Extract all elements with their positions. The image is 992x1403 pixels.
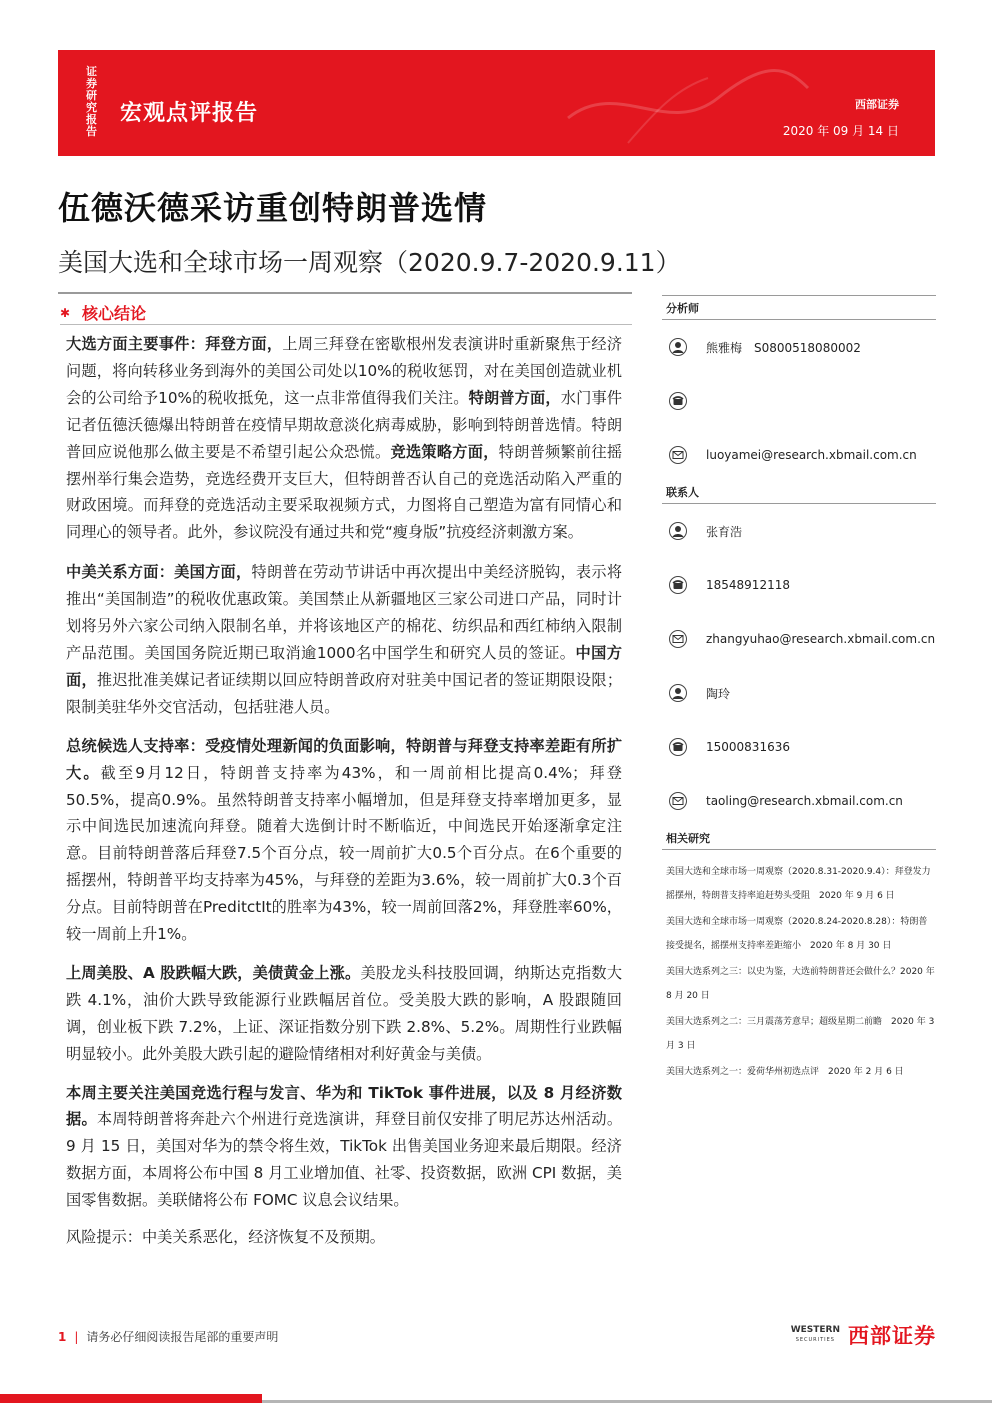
contact-name: 张育浩 <box>706 524 743 539</box>
paragraph-election-events <box>66 331 622 546</box>
main-content <box>66 331 622 1268</box>
section-label: 核心结论 <box>82 304 147 323</box>
paragraph-week-ahead <box>66 1080 622 1215</box>
related-research-item[interactable]: 美国大选系列之一：爱荷华州初选点评 2020 年 2 月 6 日 <box>666 1067 904 1077</box>
paragraph-lead: 总统候选人支持率：受疫情处理新闻的负面影响，特朗普与拜登支持率差距有所扩大。 <box>66 736 622 782</box>
logo-chinese: 西部证券 <box>848 1324 936 1348</box>
logo-english-sub: SECURITIES <box>795 1337 835 1343</box>
contact-email-row <box>662 612 936 666</box>
divider <box>58 292 632 294</box>
footer-separator: | <box>74 1330 79 1344</box>
brand-swoosh-icon <box>558 58 818 148</box>
footer-accent-bar <box>0 1394 262 1403</box>
vertical-tag: 证券研究报告 <box>86 65 97 138</box>
paragraph-lead: 中美关系方面：美国方面， <box>66 563 252 582</box>
paragraph-lead: 上周美股、A 股跌幅大跌，美债黄金上涨。 <box>66 963 361 982</box>
phone-icon <box>668 391 688 411</box>
logo-english <box>791 1325 840 1345</box>
person-icon <box>668 521 688 541</box>
phone-icon <box>668 575 688 595</box>
report-subtitle: 美国大选和全球市场一周观察（2020.9.7-2020.9.11） <box>58 248 681 277</box>
paragraph-body: 特朗普在劳动节讲话中再次提出中美经济脱钩，表示将推出“美国制造”的税收优惠政策。美国禁止从新疆地区三家公司进口产品，同时计划将另外六家公司纳入限制名单，并将该地区产的棉花、纺织品和西红柿纳入限制产品范围。美国国务院近期已取消逾1000名中国学生和研究人员的签证。 <box>66 563 623 662</box>
mail-icon <box>668 445 688 465</box>
paragraph-body: 水门事件记者伍德沃德爆出特朗普在疫情早期故意淡化病毒威胁，影响到特朗普选情。特朗普回应说他那么做主要是不希望引起公众恐慌。 <box>66 388 623 461</box>
contact-email[interactable]: zhangyuhao@research.xbmail.com.cn <box>706 632 936 646</box>
contact-phone: 18548912118 <box>706 578 790 592</box>
report-date: 2020 年 09 月 14 日 <box>782 124 899 138</box>
related-research-heading: 相关研究 <box>662 828 936 850</box>
person-icon <box>668 337 688 357</box>
analyst-email-row <box>662 428 936 482</box>
analyst-heading: 分析师 <box>662 298 936 320</box>
analyst-name-row <box>662 320 936 374</box>
analyst-name: 熊雅梅 S0800518080002 <box>706 340 861 355</box>
bullet-icon: ✱ <box>60 305 71 320</box>
divider <box>60 324 632 325</box>
related-research-item[interactable]: 美国大选和全球市场一周观察（2020.8.24-2020.8.28）：特朗普接受提名，摇摆州支持率差距缩小 2020 年 8 月 30 日 <box>666 917 928 951</box>
analyst-phone-row <box>662 374 936 428</box>
contact-name-row <box>662 666 936 720</box>
contact-email-row <box>662 774 936 828</box>
mail-icon <box>668 629 688 649</box>
paragraph-body: 特朗普频繁前往摇摆州举行集会造势，竞选经费开支巨大，但特朗普否认自己的竞选活动陷入严重的财政困境。而拜登的竞选活动主要采取视频方式，力图将自己塑造为富有同情心和同理心的领导者。此外，参议院没有通过共和党“瘦身版”抗疫经济刺激方案。 <box>66 442 623 542</box>
phone-icon <box>668 737 688 757</box>
paragraph-body: 截至9月12日，特朗普支持率为43%，和一周前相比提高0.4%；拜登50.5%，提高0.9%。虽然特朗普支持率小幅增加，但是拜登支持率增加更多，显示中间选民加速流向拜登。随着大选倒计时不断临近，中间选民开始逐渐拿定注意。目前特朗普落后拜登7.5个百分点，较一周前扩大0.5个百分点。在6个重要的摇摆州，特朗普平均支持率为45%，与拜登的差距为3.6%，较一周前扩大0.3个百分点。目前特朗普在PreditctIt的胜率为43%，较一周前回落2%，拜登胜率60%，较一周前上升1%。 <box>66 763 622 944</box>
paragraph-lead: 本周主要关注美国竞选行程与发言、华为和 TikTok 事件进展，以及 8 月经济数据。 <box>66 1083 622 1129</box>
contact-email[interactable]: taoling@research.xbmail.com.cn <box>706 794 903 808</box>
related-research-list <box>662 850 936 1084</box>
paragraph-lead: 中国方面， <box>66 643 622 689</box>
logo-english-name: WESTERN <box>790 1325 840 1335</box>
related-research-item[interactable]: 美国大选和全球市场一周观察（2020.8.31-2020.9.4）：拜登发力摇摆州，特朗普支持率追赶势头受阻 2020 年 9 月 6 日 <box>666 867 931 901</box>
paragraph-body: 上周三拜登在密歇根州发表演讲时重新聚焦于经济问题，将向转移业务到海外的美国公司处以10%的税收惩罚，对在美国创造就业机会的公司给予10%的税收抵免，这一点非常值得我们关注。 <box>66 335 623 407</box>
contact-name-row <box>662 504 936 558</box>
report-header-banner <box>58 50 935 156</box>
contact-heading: 联系人 <box>662 482 936 504</box>
risk-warning: 风险提示：中美关系恶化，经济恢复不及预期。 <box>66 1228 385 1247</box>
contact-phone-row <box>662 558 936 612</box>
contact-phone-row <box>662 720 936 774</box>
mail-icon <box>668 791 688 811</box>
contact-phone: 15000831636 <box>706 740 790 754</box>
sidebar <box>662 298 936 1086</box>
divider <box>662 295 936 296</box>
paragraph-lead: 竞选策略方面， <box>390 442 499 461</box>
paragraph-body: 美股龙头科技股回调，纳斯达克指数大跌 4.1%，油价大跌导致能源行业跌幅居首位。受美股大跌的影响，A 股跟随回调，创业板下跌 7.2%，上证、深证指数分别下跌 2.8%、5.2%。周期性行业跌幅明显较小。此外美股大跌引起的避险情绪相对利好黄金与美债。 <box>66 963 623 1063</box>
paragraph-lead: 大选方面主要事件：拜登方面， <box>66 335 283 353</box>
analyst-email[interactable]: luoyamei@research.xbmail.com.cn <box>706 448 917 462</box>
page-footer <box>58 1328 278 1345</box>
footer-logo <box>791 1320 936 1350</box>
paragraph-us-china <box>66 559 622 720</box>
related-research-item[interactable]: 美国大选系列之二：三月震荡芳意早；超级星期二前瞻 2020 年 3 月 3 日 <box>666 1017 935 1051</box>
footer-disclaimer: 请务必仔细阅读报告尾部的重要声明 <box>86 1330 279 1344</box>
paragraph-body: 推迟批准美媒记者证续期以回应特朗普政府对驻美中国记者的签证期限设限；限制美驻华外交官活动，包括驻港人员。 <box>66 670 623 716</box>
paragraph-markets <box>66 960 622 1068</box>
contact-name: 陶玲 <box>706 686 731 701</box>
related-research-item[interactable]: 美国大选系列之三：以史为鉴，大选前特朗普还会做什么？2020 年 8 月 20 日 <box>666 967 935 1001</box>
brand-name: 西部证券 <box>855 98 899 111</box>
page-number: 1 <box>58 1330 67 1344</box>
paragraph-lead: 特朗普方面， <box>468 388 561 407</box>
paragraph-polls <box>66 733 622 948</box>
paragraph-body: 本周特朗普将奔赴六个州进行竞选演讲，拜登目前仅安排了明尼苏达州活动。9 月 15 日，美国对华为的禁令将生效，TikTok 出售美国业务迎来最后期限。经济数据方面，本周将公布中国 8 月工业增加值、社零、投资数据，欧洲 CPI 数据，美国零售数据。美联储将公布 FOMC 议息会议结果。 <box>66 1110 623 1210</box>
report-title: 伍德沃德采访重创特朗普选情 <box>58 189 488 227</box>
person-icon <box>668 683 688 703</box>
section-heading <box>60 301 146 324</box>
report-type: 宏观点评报告 <box>120 101 259 126</box>
